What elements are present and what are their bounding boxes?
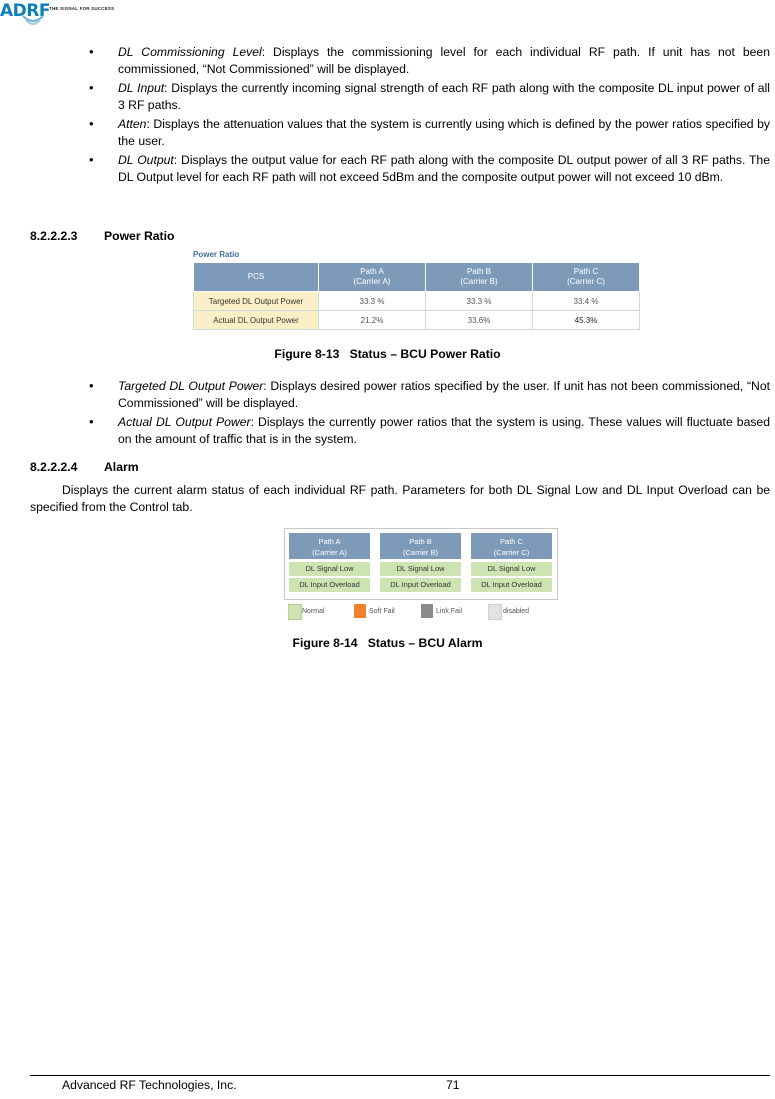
alarm-indicator: DL Input Overload	[380, 578, 461, 592]
table-row	[194, 311, 640, 330]
power-ratio-figure-title: Power Ratio	[193, 250, 240, 259]
table-row	[194, 292, 640, 311]
alarm-path-b-header: Path B (Carrier B)	[380, 533, 461, 559]
bullet-list-status-fields	[92, 44, 770, 188]
section-heading-alarm: 8.2.2.2.4 Alarm	[30, 460, 139, 474]
legend-label-normal: Normal	[302, 608, 325, 615]
bullet-actual-dl-output-power: • Actual DL Output Power: Displays the currently power ratios that the system is using. These values will fluctuate based on the amount of traffic that is in the system.	[92, 414, 770, 447]
alarm-indicator: DL Input Overload	[289, 578, 370, 592]
alarm-path-c-header: Path C (Carrier C)	[471, 533, 552, 559]
row-label-targeted: Targeted DL Output Power	[194, 292, 319, 311]
bullet-dl-input: • DL Input: Displays the currently incoming signal strength of each RF path along with the composite DL input power of all 3 RF paths.	[92, 80, 770, 113]
pcs-header: PCS	[194, 263, 319, 292]
column-header-path-b: Path B (Carrier B)	[426, 263, 533, 292]
alarm-path-b	[380, 533, 461, 592]
bullet-targeted-dl-output-power: • Targeted DL Output Power: Displays desired power ratios specified by the user. If unit has not been commissioned, “Not Commissioned” will be displayed.	[92, 378, 770, 411]
logo-tagline: THE SIGNAL FOR SUCCESS	[49, 6, 115, 11]
table-cell: 33.6%	[426, 311, 533, 330]
alarm-path-a-header: Path A (Carrier A)	[289, 533, 370, 559]
footer-divider	[30, 1075, 770, 1076]
table-cell: 45.3%	[533, 311, 640, 330]
legend-label-soft-fail: Soft Fail	[369, 608, 395, 615]
footer-company: Advanced RF Technologies, Inc.	[62, 1078, 237, 1092]
signal-waves-icon	[20, 14, 46, 28]
figure-caption-8-14: Figure 8-14 Status – BCU Alarm	[292, 636, 483, 650]
alarm-status-panel	[284, 528, 558, 600]
legend-swatch-link-fail	[421, 604, 433, 618]
power-ratio-table	[193, 262, 640, 330]
bullet-atten: • Atten: Displays the attenuation values that the system is currently using which is defined by the power ratios specified by the user.	[92, 116, 770, 149]
alarm-indicator: DL Signal Low	[289, 562, 370, 576]
alarm-description: Displays the current alarm status of each individual RF path. Parameters for both DL Signal Low and DL Input Overload can be specified from the Control tab.	[30, 483, 770, 514]
table-cell: 33.3 %	[426, 292, 533, 311]
column-header-path-c: Path C (Carrier C)	[533, 263, 640, 292]
bullet-list-power-ratio	[92, 378, 770, 450]
bullet-dl-commissioning-level: • DL Commissioning Level: Displays the commissioning level for each individual RF path. If unit has not been commissioned, “Not Commissioned” will be displayed.	[92, 44, 770, 77]
alarm-indicator: DL Input Overload	[471, 578, 552, 592]
legend-label-link-fail: Link Fail	[436, 608, 463, 615]
alarm-indicator: DL Signal Low	[380, 562, 461, 576]
legend-swatch-normal	[288, 604, 302, 620]
legend-swatch-disabled	[488, 604, 502, 620]
alarm-path-a	[289, 533, 370, 592]
column-header-path-a: Path A (Carrier A)	[319, 263, 426, 292]
alarm-indicator: DL Signal Low	[471, 562, 552, 576]
page-number: 71	[446, 1078, 460, 1092]
bullet-dl-output: • DL Output: Displays the output value for each RF path along with the composite DL output power of all 3 RF paths. The DL Output level for each RF path will not exceed 5dBm and the composite output power will not exceed 10 dBm.	[92, 152, 770, 185]
logo-wordmark: ADRF	[0, 1, 50, 21]
table-cell: 33.4 %	[533, 292, 640, 311]
legend-swatch-soft-fail	[354, 604, 366, 618]
table-cell: 33.3 %	[319, 292, 426, 311]
row-label-actual: Actual DL Output Power	[194, 311, 319, 330]
legend-label-disabled: disabled	[503, 608, 530, 615]
alarm-path-c	[471, 533, 552, 592]
table-cell: 21.2%	[319, 311, 426, 330]
figure-caption-8-13: Figure 8-13 Status – BCU Power Ratio	[274, 347, 501, 361]
section-heading-power-ratio: 8.2.2.2.3 Power Ratio	[30, 229, 175, 243]
